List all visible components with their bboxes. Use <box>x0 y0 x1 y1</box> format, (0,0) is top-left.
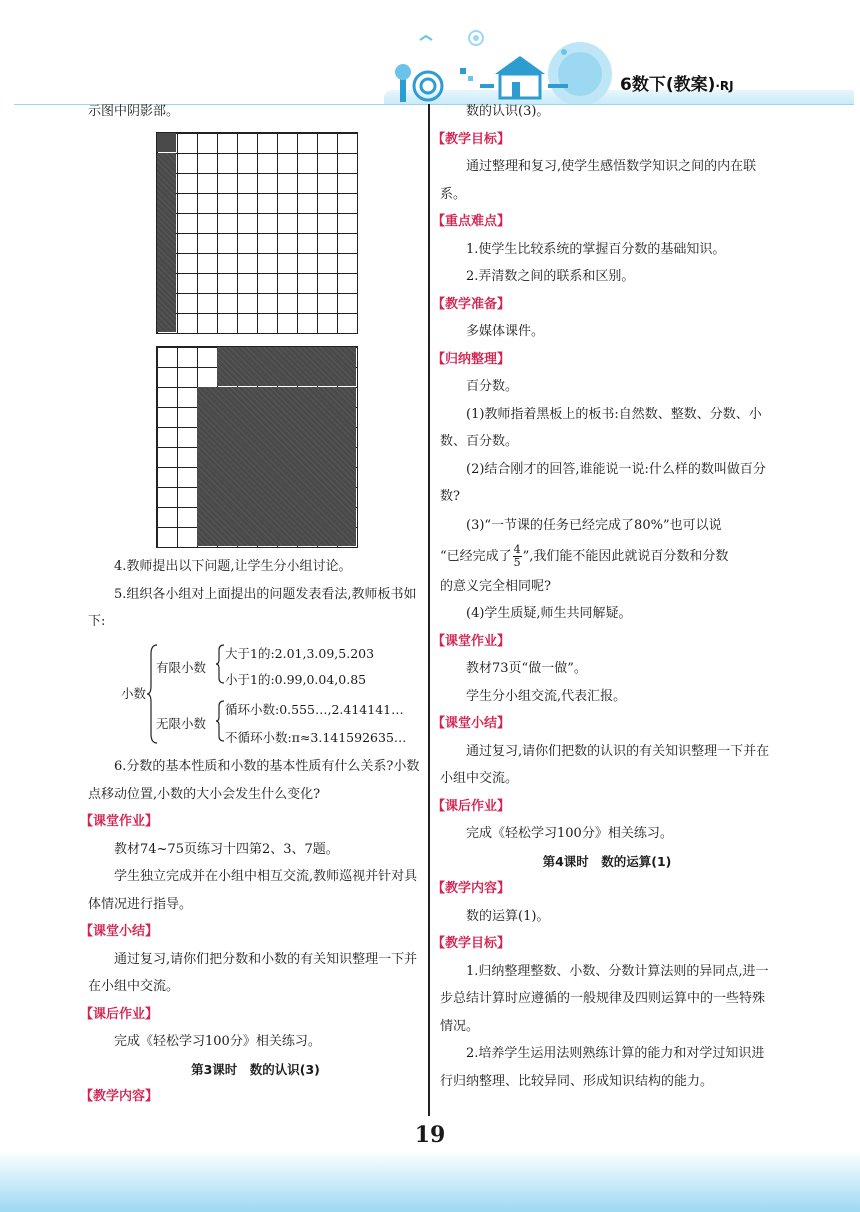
item-6: 6.分数的基本性质和小数的基本性质有什么关系?小数点移动位置,小数的大小会发生什么变化? <box>88 759 420 802</box>
item-5: 5.组织各小组对上面提出的问题发表看法,教师板书如下: <box>88 586 417 629</box>
after-r: 完成《轻松学习100分》相关练习。 <box>466 826 673 841</box>
goal-4-1: 1.归纳整理整数、小数、分数计算法则的异同点,进一步总结计算时应遵循的一般规律及四则运算中的一些特殊情况。 <box>440 963 769 1034</box>
page-number: 19 <box>414 1122 446 1148</box>
tag-small-r: 【课堂小结】 <box>432 716 511 731</box>
tree-root: 小数 <box>121 686 147 701</box>
sum-1: (1)教师指着黑板上的板书:自然数、整数、分数、小数、百分数。 <box>440 406 762 449</box>
sum-3b <box>440 541 774 573</box>
tag-homework-left: 【课堂作业】 <box>80 814 159 829</box>
tree-infinite-rep: 循环小数:0.555…,2.414141… <box>225 702 404 717</box>
footer-band <box>0 1150 860 1212</box>
tag-after-r: 【课后作业】 <box>432 798 511 814</box>
summary-left: 通过复习,请你们把分数和小数的有关知识整理一下并在小组中交流。 <box>88 951 418 994</box>
tree-finite-gt: 大于1的:2.01,3.09,5.203 <box>225 646 375 661</box>
small-r: 通过复习,请你们把数的认识的有关知识整理一下并在小组中交流。 <box>440 743 770 786</box>
grid2-shaded-top <box>217 347 356 386</box>
infinite-brace-icon <box>215 700 225 742</box>
hundred-grid-1 <box>156 132 358 334</box>
sum-2: (2)结合刚才的回答,谁能说一说:什么样的数叫做百分数? <box>440 461 766 504</box>
fraction-four-fifths: $\frac{4}{5}$ <box>513 542 521 569</box>
hw-1: 教材73页“做一做”。 <box>466 661 587 676</box>
tag-after-left: 【课后作业】 <box>80 1006 159 1022</box>
tree-infinite-nonrep: 不循环小数:π≈3.141592635… <box>225 730 407 745</box>
left-column-mid <box>88 553 423 636</box>
hw-2: 学生分小组交流,代表汇报。 <box>466 688 627 704</box>
column-divider <box>428 104 430 1116</box>
grid1-shaded-region-top <box>157 133 176 152</box>
goal-r: 通过整理和复习,使学生感悟数学知识之间的内在联系。 <box>440 159 757 202</box>
left-line-0: 示图中阴影部。 <box>88 104 180 119</box>
grid2-shaded-main <box>197 387 356 546</box>
left-column-top <box>88 98 423 126</box>
content-4: 数的运算(1)。 <box>466 908 550 924</box>
book-title: 6数下(教案)·RJ <box>620 75 734 95</box>
item-4: 4.教师提出以下问题,让学生分小组讨论。 <box>114 559 352 574</box>
sum-3c: 的意义完全相同呢? <box>440 578 551 594</box>
tag-hw-r: 【课堂作业】 <box>432 633 511 649</box>
tree-finite: 有限小数 <box>156 660 207 675</box>
sum-4: (4)学生质疑,师生共同解疑。 <box>466 606 632 621</box>
tag-key-r: 【重点难点】 <box>432 214 511 229</box>
lesson-4-title: 第4课时 数的运算(1) <box>542 853 672 869</box>
tree-infinite: 无限小数 <box>156 716 207 731</box>
header-illustration <box>380 22 620 104</box>
decimal-classification-tree <box>88 640 428 750</box>
tag-sum-r: 【归纳整理】 <box>432 351 511 367</box>
sum-3a: (3)“一节课的任务已经完成了80%”也可以说 <box>466 517 722 533</box>
after-left: 完成《轻松学习100分》相关练习。 <box>114 1034 321 1049</box>
homework-left-2: 学生独立完成并在小组中相互交流,教师巡视并针对具体情况进行指导。 <box>88 869 418 912</box>
right-column <box>432 98 774 1095</box>
tag-content-4: 【教学内容】 <box>432 881 511 896</box>
key-1: 1.使学生比较系统的掌握百分数的基础知识。 <box>466 241 726 257</box>
goal-4-2: 2.培养学生运用法则熟练计算的能力和对学过知识进行归纳整理、比较异同、形成知识结构的能力。 <box>440 1046 765 1089</box>
tag-prep-r: 【教学准备】 <box>432 296 511 312</box>
sum-0: 百分数。 <box>466 379 519 394</box>
content-r: 数的认识(3)。 <box>466 104 550 119</box>
grid1-shaded-region <box>157 153 176 332</box>
tag-goal-4: 【教学目标】 <box>432 936 511 951</box>
homework-left: 教材74~75页练习十四第2、3、7题。 <box>114 841 339 857</box>
left-column-bottom <box>80 753 423 1111</box>
tree-finite-lt: 小于1的:0.99,0.04,0.85 <box>225 672 367 687</box>
key-2: 2.弄清数之间的联系和区别。 <box>466 269 635 284</box>
finite-brace-icon <box>215 644 225 684</box>
tag-goal-r: 【教学目标】 <box>432 131 511 147</box>
tag-content-left: 【教学内容】 <box>80 1089 159 1104</box>
sum-3b-post: ”,我们能不能因此就说百分数和分数 <box>522 548 729 564</box>
lesson-3-title: 第3课时 数的认识(3) <box>191 1061 320 1077</box>
tag-summary-left: 【课堂小结】 <box>80 924 159 939</box>
prep-r: 多媒体课件。 <box>466 324 545 339</box>
sum-3b-pre: “已经完成了 <box>440 548 512 564</box>
